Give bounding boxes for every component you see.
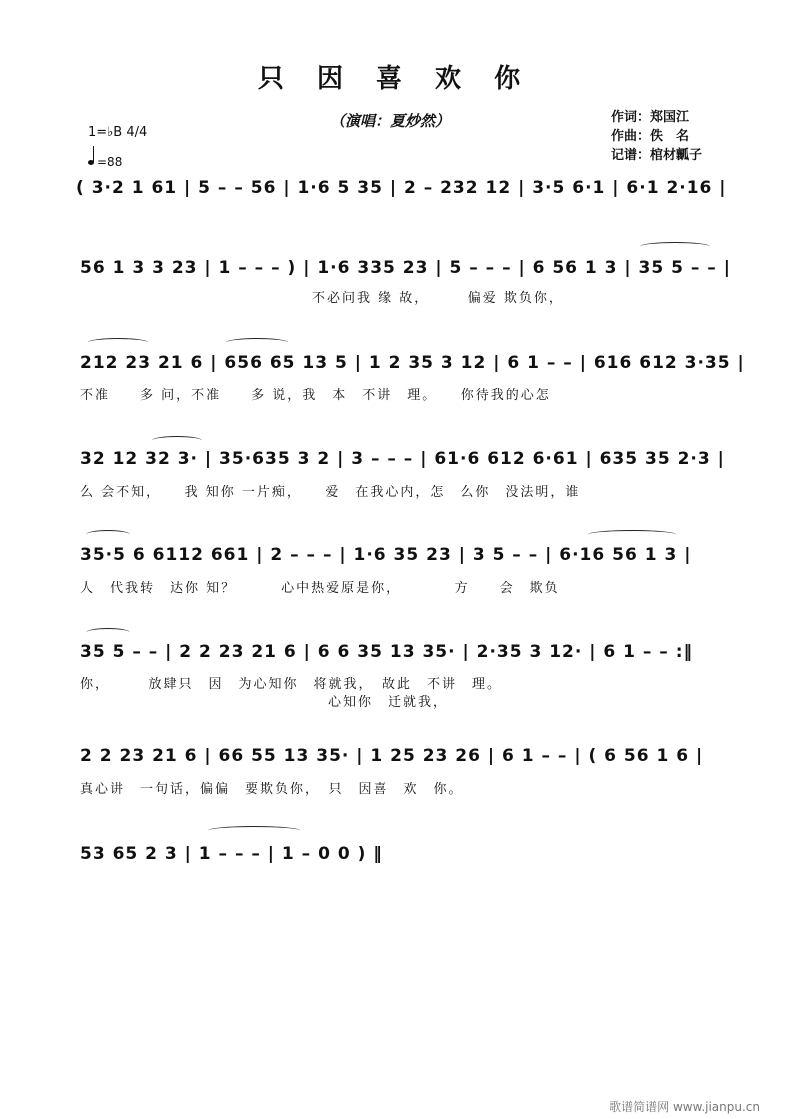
lyric-row-3: 不准 多 问，不准 多 说，我 本 不讲 理。 你待我的心怎 bbox=[80, 388, 551, 403]
tempo-marking bbox=[88, 155, 122, 169]
page-title: 只 因 喜 欢 你 bbox=[257, 64, 533, 94]
lyric-row-7: 真心讲 一句话，偏偏 要欺负你， 只 因喜 欢 你。 bbox=[80, 782, 464, 797]
lyric-row-4: 么 会不知， 我 知你 一片痴， 爱 在我心内，怎 么你 没法明，谁 bbox=[80, 485, 581, 500]
slur-mark bbox=[86, 628, 130, 637]
slur-mark bbox=[88, 338, 148, 347]
lyric-row-2: 不必问我 缘 故， 偏爱 欺负你， bbox=[312, 291, 564, 306]
score-row-6: 35 5 – – | 2 2 23 21 6 | 6 6 35 13 35· | 2·35 3 12· | 6 1 – – :‖ bbox=[80, 642, 694, 662]
slur-mark bbox=[226, 338, 288, 347]
quarter-note-icon bbox=[88, 160, 94, 165]
transcriber-credit: 记谱：棺材瓤子 bbox=[611, 148, 703, 163]
slur-mark bbox=[640, 242, 710, 251]
lyric-row-5: 人 代我转 达你 知？ 心中热爱原是你， 方 会 欺负 bbox=[80, 581, 560, 596]
composer-credit: 作曲：佚 名 bbox=[611, 129, 690, 144]
score-row-2: 56 1 3 3 23 | 1 – – – ) | 1·6 335 23 | 5 – – – | 6 56 1 3 | 35 5 – – | bbox=[80, 258, 731, 278]
score-row-4: 32 12 32 3· | 35·635 3 2 | 3 – – – | 61·6 612 6·61 | 635 35 2·3 | bbox=[80, 449, 725, 469]
score-row-8: 53 65 2 3 | 1 – – – | 1 – 0 0 ) ‖ bbox=[80, 844, 383, 864]
score-row-5: 35·5 6 6112 661 | 2 – – – | 1·6 35 23 | 3 5 – – | 6·16 56 1 3 | bbox=[80, 545, 692, 565]
key-signature: 1=♭B 4/4 bbox=[88, 125, 148, 140]
lyricist-credit: 作词：郑国江 bbox=[611, 110, 690, 125]
slur-mark bbox=[86, 530, 130, 539]
credits-block bbox=[611, 108, 702, 165]
slur-mark bbox=[152, 436, 202, 445]
score-row-3: 212 23 21 6 | 656 65 13 5 | 1 2 35 3 12 | 6 1 – – | 616 612 3·35 | bbox=[80, 353, 745, 373]
singer-credit: （演唱：夏炒然） bbox=[330, 112, 451, 130]
slur-mark bbox=[208, 826, 300, 835]
tempo-value: =88 bbox=[97, 155, 123, 169]
lyric-row-6-alt: 心知你 迁就我， bbox=[328, 695, 449, 710]
slur-mark bbox=[588, 530, 676, 539]
site-watermark: 歌谱简谱网 www.jianpu.cn bbox=[609, 1100, 760, 1114]
lyric-row-6: 你， 放肆只 因 为心知你 将就我， 故此 不讲 理。 bbox=[80, 677, 503, 692]
score-row-7: 2 2 23 21 6 | 66 55 13 35· | 1 25 23 26 | 6 1 – – | ( 6 56 1 6 | bbox=[80, 746, 704, 766]
score-row-1: ( 3·2 1 61 | 5 – – 56 | 1·6 5 35 | 2 – 232 12 | 3·5 6·1 | 6·1 2·16 | bbox=[76, 178, 727, 198]
